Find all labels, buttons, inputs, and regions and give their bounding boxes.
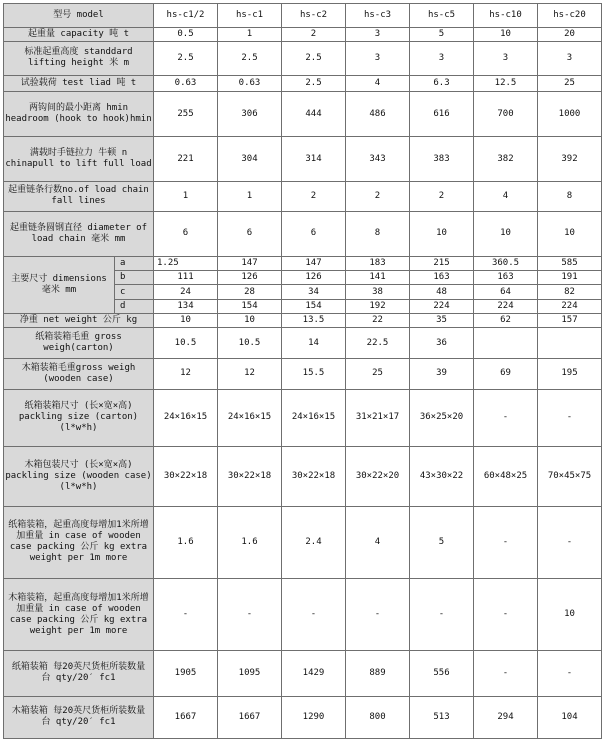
- row-label: 起重量 capacity 吨 t: [4, 27, 154, 41]
- table-cell: 1000: [538, 92, 602, 137]
- table-cell: 2.5: [282, 75, 346, 91]
- table-row: [4, 328, 602, 359]
- table-cell: 12: [154, 359, 218, 390]
- table-cell: 20: [538, 27, 602, 41]
- table-cell: 444: [282, 92, 346, 137]
- table-cell: 36×25×20: [410, 389, 474, 446]
- table-cell: 0.5: [154, 27, 218, 41]
- table-cell: 1667: [218, 696, 282, 738]
- row-label: 标准起重高度 standdard lifting height 米 m: [4, 41, 154, 75]
- table-cell: 183: [346, 256, 410, 270]
- table-cell: 1.6: [218, 506, 282, 579]
- row-label: 两钩间的最小距离 hmin headroom (hook to hook)hmin: [4, 92, 154, 137]
- table-cell: 154: [218, 299, 282, 313]
- table-cell: -: [154, 579, 218, 651]
- table-row: [4, 256, 602, 270]
- table-cell: 800: [346, 696, 410, 738]
- table-cell: 1: [218, 182, 282, 212]
- table-cell: 383: [410, 137, 474, 182]
- table-cell: 60×48×25: [474, 447, 538, 506]
- model-name: hs-c2: [282, 4, 346, 28]
- table-row: [4, 314, 602, 328]
- row-label: 木箱装箱毛重gross weigh (wooden case): [4, 359, 154, 390]
- table-cell: 221: [154, 137, 218, 182]
- table-cell: 343: [346, 137, 410, 182]
- table-cell: 513: [410, 696, 474, 738]
- table-cell: 35: [410, 314, 474, 328]
- table-cell: 6: [154, 211, 218, 256]
- table-cell: 10: [474, 211, 538, 256]
- spec-table-body: [4, 4, 602, 739]
- table-cell: 15.5: [282, 359, 346, 390]
- table-cell: 22.5: [346, 328, 410, 359]
- table-cell: 2.5: [154, 41, 218, 75]
- table-cell: 0.63: [154, 75, 218, 91]
- table-cell: 134: [154, 299, 218, 313]
- table-cell: 1: [154, 182, 218, 212]
- table-cell: 126: [282, 271, 346, 285]
- table-cell: 38: [346, 285, 410, 299]
- dimension-letter: b: [115, 271, 154, 285]
- table-cell: 0.63: [218, 75, 282, 91]
- model-name: hs-c3: [346, 4, 410, 28]
- table-cell: -: [346, 579, 410, 651]
- table-cell: 30×22×18: [282, 447, 346, 506]
- table-cell: -: [474, 506, 538, 579]
- model-name: hs-c1: [218, 4, 282, 28]
- table-cell: 1: [218, 27, 282, 41]
- table-cell: 5: [410, 506, 474, 579]
- table-cell: 10: [154, 314, 218, 328]
- table-cell: 82: [538, 285, 602, 299]
- table-cell: 192: [346, 299, 410, 313]
- table-row: [4, 137, 602, 182]
- table-cell: -: [538, 506, 602, 579]
- table-row: [4, 389, 602, 446]
- table-cell: 6: [282, 211, 346, 256]
- table-cell: 43×30×22: [410, 447, 474, 506]
- table-cell: 24×16×15: [282, 389, 346, 446]
- table-cell: 12: [218, 359, 282, 390]
- table-cell: 62: [474, 314, 538, 328]
- table-cell: 1.6: [154, 506, 218, 579]
- table-cell: 163: [410, 271, 474, 285]
- row-label: 试验载荷 test liad 吨 t: [4, 75, 154, 91]
- table-cell: 69: [474, 359, 538, 390]
- table-row: [4, 696, 602, 738]
- header-label: 型号 model: [4, 4, 154, 28]
- table-row: [4, 92, 602, 137]
- table-cell: 191: [538, 271, 602, 285]
- table-cell: 2.4: [282, 506, 346, 579]
- table-cell: 2: [282, 182, 346, 212]
- table-cell: 3: [474, 41, 538, 75]
- table-cell: 700: [474, 92, 538, 137]
- table-row: [4, 27, 602, 41]
- table-cell: 13.5: [282, 314, 346, 328]
- table-cell: 314: [282, 137, 346, 182]
- table-cell: 147: [282, 256, 346, 270]
- table-cell: 6: [218, 211, 282, 256]
- row-label: 木箱包装尺寸 (长×宽×高) packling size (wooden case) (l*w*h): [4, 447, 154, 506]
- table-cell: 3: [346, 41, 410, 75]
- table-cell: -: [474, 650, 538, 696]
- dimension-letter: c: [115, 285, 154, 299]
- row-label: 纸箱装箱 每20英尺货柜所装数量 台 qty/20′ fc1: [4, 650, 154, 696]
- table-cell: 24×16×15: [218, 389, 282, 446]
- table-cell: 10.5: [218, 328, 282, 359]
- model-name: hs-c20: [538, 4, 602, 28]
- table-cell: 4: [346, 506, 410, 579]
- dimensions-label: 主要尺寸 dimensions 毫米 mm: [4, 256, 115, 313]
- model-name: hs-c10: [474, 4, 538, 28]
- table-cell: -: [218, 579, 282, 651]
- table-cell: 556: [410, 650, 474, 696]
- row-label: 纸箱装箱，起重高度每增加1米所增加重量 in case of wooden case packing 公斤 kg extra weight per 1m more: [4, 506, 154, 579]
- table-row: [4, 359, 602, 390]
- table-cell: 31×21×17: [346, 389, 410, 446]
- table-cell: 10: [538, 211, 602, 256]
- header-row: [4, 4, 602, 28]
- table-row: [4, 211, 602, 256]
- table-cell: 12.5: [474, 75, 538, 91]
- table-cell: [474, 328, 538, 359]
- table-cell: 10: [474, 27, 538, 41]
- table-cell: 360.5: [474, 256, 538, 270]
- table-cell: 25: [538, 75, 602, 91]
- table-cell: 10: [410, 211, 474, 256]
- table-cell: 3: [346, 27, 410, 41]
- table-cell: 2.5: [282, 41, 346, 75]
- table-cell: -: [474, 579, 538, 651]
- table-cell: 1290: [282, 696, 346, 738]
- row-label: 木箱装箱，起重高度每增加1米所增加重量 in case of wooden case packing 公斤 kg extra weight per 1m more: [4, 579, 154, 651]
- table-cell: 24×16×15: [154, 389, 218, 446]
- table-cell: 157: [538, 314, 602, 328]
- table-cell: 10.5: [154, 328, 218, 359]
- table-cell: 304: [218, 137, 282, 182]
- row-label: 净重 net weight 公斤 kg: [4, 314, 154, 328]
- table-row: [4, 182, 602, 212]
- row-label: 起重链条行数no.of load chain fall lines: [4, 182, 154, 212]
- table-cell: 34: [282, 285, 346, 299]
- table-cell: 64: [474, 285, 538, 299]
- dimension-letter: d: [115, 299, 154, 313]
- table-cell: 486: [346, 92, 410, 137]
- table-cell: 39: [410, 359, 474, 390]
- model-name: hs-c5: [410, 4, 474, 28]
- row-label: 木箱装箱 每20英尺货柜所装数量 台 qty/20′ fc1: [4, 696, 154, 738]
- table-cell: 2: [410, 182, 474, 212]
- table-cell: 616: [410, 92, 474, 137]
- table-cell: -: [410, 579, 474, 651]
- table-cell: 6.3: [410, 75, 474, 91]
- table-cell: 147: [218, 256, 282, 270]
- table-cell: 392: [538, 137, 602, 182]
- table-cell: 25: [346, 359, 410, 390]
- table-cell: 154: [282, 299, 346, 313]
- table-cell: 1095: [218, 650, 282, 696]
- table-cell: -: [538, 650, 602, 696]
- table-cell: 30×22×20: [346, 447, 410, 506]
- table-cell: -: [282, 579, 346, 651]
- dimension-letter: a: [115, 256, 154, 270]
- table-cell: 30×22×18: [154, 447, 218, 506]
- model-name: hs-c1/2: [154, 4, 218, 28]
- table-cell: 126: [218, 271, 282, 285]
- table-cell: 255: [154, 92, 218, 137]
- table-cell: 70×45×75: [538, 447, 602, 506]
- table-cell: 224: [410, 299, 474, 313]
- table-cell: 104: [538, 696, 602, 738]
- table-cell: 224: [538, 299, 602, 313]
- table-cell: -: [474, 389, 538, 446]
- table-cell: 195: [538, 359, 602, 390]
- table-cell: 889: [346, 650, 410, 696]
- table-cell: 36: [410, 328, 474, 359]
- table-cell: 2: [346, 182, 410, 212]
- table-cell: 3: [410, 41, 474, 75]
- table-cell: [538, 328, 602, 359]
- row-label: 起重链条圆钢直径 diameter of load chain 毫米 mm: [4, 211, 154, 256]
- table-cell: 4: [346, 75, 410, 91]
- table-cell: 111: [154, 271, 218, 285]
- table-row: [4, 506, 602, 579]
- table-cell: 8: [346, 211, 410, 256]
- table-cell: 215: [410, 256, 474, 270]
- table-row: [4, 650, 602, 696]
- table-cell: 2.5: [218, 41, 282, 75]
- table-cell: -: [538, 389, 602, 446]
- spec-table: [3, 3, 602, 739]
- table-cell: 30×22×18: [218, 447, 282, 506]
- table-cell: 585: [538, 256, 602, 270]
- table-cell: 3: [538, 41, 602, 75]
- table-cell: 4: [474, 182, 538, 212]
- table-cell: 28: [218, 285, 282, 299]
- table-cell: 141: [346, 271, 410, 285]
- row-label: 满载时手链拉力 牛顿 n chinapull to lift full load: [4, 137, 154, 182]
- row-label: 纸箱装箱尺寸 (长×宽×高) packling size (carton) (l*w*h): [4, 389, 154, 446]
- table-cell: 5: [410, 27, 474, 41]
- table-cell: 294: [474, 696, 538, 738]
- table-cell: 48: [410, 285, 474, 299]
- table-cell: 1905: [154, 650, 218, 696]
- table-cell: 8: [538, 182, 602, 212]
- table-cell: 10: [218, 314, 282, 328]
- table-row: [4, 579, 602, 651]
- table-cell: 10: [538, 579, 602, 651]
- table-cell: 306: [218, 92, 282, 137]
- table-cell: 1667: [154, 696, 218, 738]
- table-cell: 382: [474, 137, 538, 182]
- row-label: 纸箱装箱毛重 gross weigh(carton): [4, 328, 154, 359]
- table-cell: 22: [346, 314, 410, 328]
- table-cell: 2: [282, 27, 346, 41]
- table-cell: 24: [154, 285, 218, 299]
- table-cell: 224: [474, 299, 538, 313]
- table-cell: 1429: [282, 650, 346, 696]
- table-cell: 163: [474, 271, 538, 285]
- table-row: [4, 75, 602, 91]
- table-row: [4, 41, 602, 75]
- table-row: [4, 447, 602, 506]
- table-cell: 14: [282, 328, 346, 359]
- table-cell: 1.25: [154, 256, 218, 270]
